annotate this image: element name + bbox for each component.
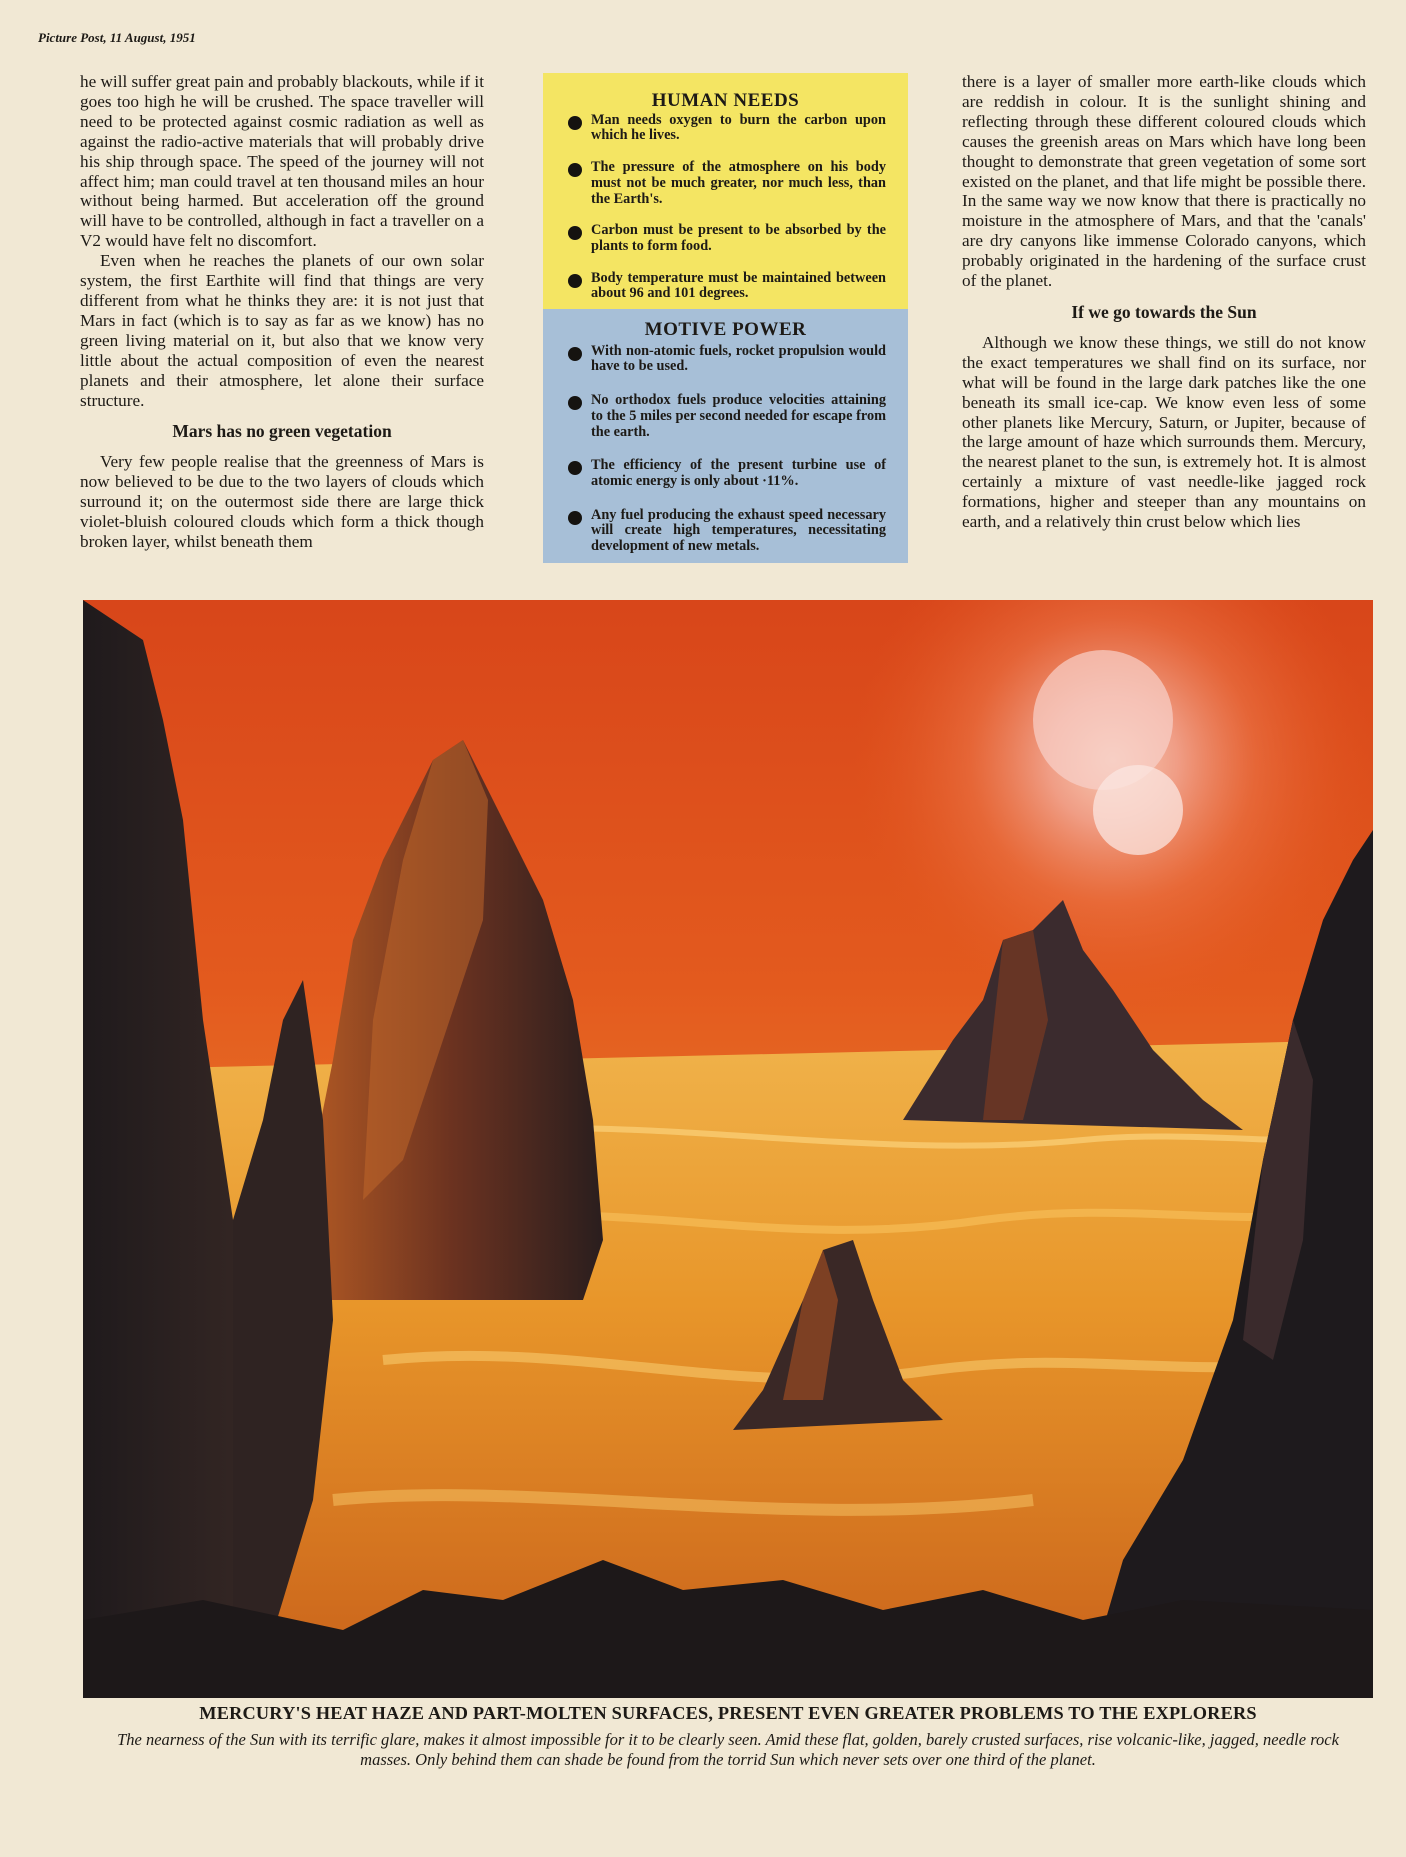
section-heading-mars: Mars has no green vegetation — [172, 421, 392, 442]
human-needs-title: HUMAN NEEDS — [651, 90, 800, 111]
left-paragraph-3: Very few people realise that the greenness of Mars is now believed to be due to the two layers of clouds which surround it; on the outermost side there are large thick violet-bluish coloured clouds which form a thick though broken layer, whilst beneath them — [80, 452, 484, 551]
caption-text: The nearness of the Sun with its terrific glare, makes it almost impossible for it to be clearly seen. Amid these flat, golden, barely crusted surfaces, rise volcanic-like, jagged, needle rock masses. Only behind them can shade be found from the torrid Sun which never sets over one third of the planet. — [117, 1730, 1339, 1769]
list-item-text: Body temperature must be maintained between about 96 and 101 degrees. — [591, 269, 886, 302]
list-item-text: Any fuel producing the exhaust speed necessary will create high temperatures, necessitating development of new metals. — [591, 506, 886, 555]
mercury-landscape-illustration — [83, 600, 1373, 1698]
landscape-painting — [83, 600, 1373, 1698]
list-item-text: Man needs oxygen to burn the carbon upon which he lives. — [591, 111, 886, 144]
right-column — [962, 72, 1366, 532]
list-item-text: The efficiency of the present turbine use of atomic energy is only about ·11%. — [591, 457, 886, 489]
list-item — [568, 508, 886, 555]
section-heading-sun: If we go towards the Sun — [1071, 301, 1257, 322]
list-item — [568, 223, 886, 254]
left-column — [80, 72, 484, 552]
list-item — [568, 458, 886, 489]
right-paragraph-2: Although we know these things, we still do not know the exact temperatures we shall find on its surface, nor what will be found in the large dark patches like the one beneath its small ice-cap. We know even less of some other planets like Mercury, Saturn, or Jupiter, because of the large amount of haze which surrounds them. Mercury, the nearest planet to the sun, is extremely hot. It is almost certainly a mixture of vast needle-like jagged rock formations, higher and steeper than any mountains on earth, and a relatively thin crust below which lies — [962, 332, 1366, 532]
list-item-text: The pressure of the atmosphere on his body must not be much greater, nor much less, than the Earth's. — [591, 159, 886, 207]
bullet-icon — [568, 274, 582, 288]
bullet-icon — [568, 461, 582, 475]
bullet-icon — [568, 116, 582, 130]
bullet-icon — [568, 226, 582, 240]
bullet-icon — [568, 163, 582, 177]
list-item — [568, 393, 886, 440]
caption-title: MERCURY'S HEAT HAZE AND PART-MOLTEN SURFACES, PRESENT EVEN GREATER PROBLEMS TO THE EXPLORERS — [199, 1703, 1257, 1723]
bullet-icon — [568, 347, 582, 361]
list-item — [568, 271, 886, 302]
list-item — [568, 113, 886, 144]
list-item — [568, 344, 886, 375]
motive-power-list — [543, 344, 908, 555]
bullet-icon — [568, 511, 582, 525]
list-item-text: With non-atomic fuels, rocket propulsion would have to be used. — [591, 342, 886, 375]
list-item-text: Carbon must be present to be absorbed by the plants to form food. — [591, 222, 886, 254]
list-item — [568, 160, 886, 207]
motive-power-box — [543, 309, 908, 563]
left-paragraph-2: Even when he reaches the planets of our own solar system, the first Earthite will find that things are very different from what he thinks they are: it is not just that Mars in fact (which is to say as far as we know) has no green living material on it, but also that we know very little about the actual composition of even the nearest planets and their atmosphere, let alone their surface structure. — [80, 251, 484, 410]
bullet-icon — [568, 396, 582, 410]
right-paragraph-1: there is a layer of smaller more earth-like clouds which are reddish in colour. It is the sunlight shining and reflecting through these different coloured clouds which causes the greenish areas on Mars which have long been thought to demonstrate that green vegetation of some sort existed on the planet, and that life might be possible there. In the same way we now know that there is practically no moisture in the atmosphere of Mars, and that the 'canals' are dry canyons like immense Colorado canyons, which probably originated in the hardening of the surface crust of the planet. — [962, 72, 1366, 291]
list-item-text: No orthodox fuels produce velocities attaining to the 5 miles per second needed for escape from the earth. — [591, 392, 886, 440]
left-paragraph-1: he will suffer great pain and probably blackouts, while if it goes too high he will be crushed. The space traveller will need to be protected against cosmic radiation as well as against the radio-active materials that will probably drive his ship through space. The speed of the journey will not affect him; man could travel at ten thousand miles an hour without being harmed. But acceleration off the ground will have to be controlled, although in fact a traveller on a V2 would have felt no discomfort. — [80, 72, 484, 251]
motive-power-title: MOTIVE POWER — [644, 319, 807, 340]
running-head: Picture Post, 11 August, 1951 — [38, 30, 196, 45]
human-needs-list — [543, 113, 908, 302]
illustration-caption — [83, 1703, 1373, 1770]
human-needs-box — [543, 73, 908, 309]
